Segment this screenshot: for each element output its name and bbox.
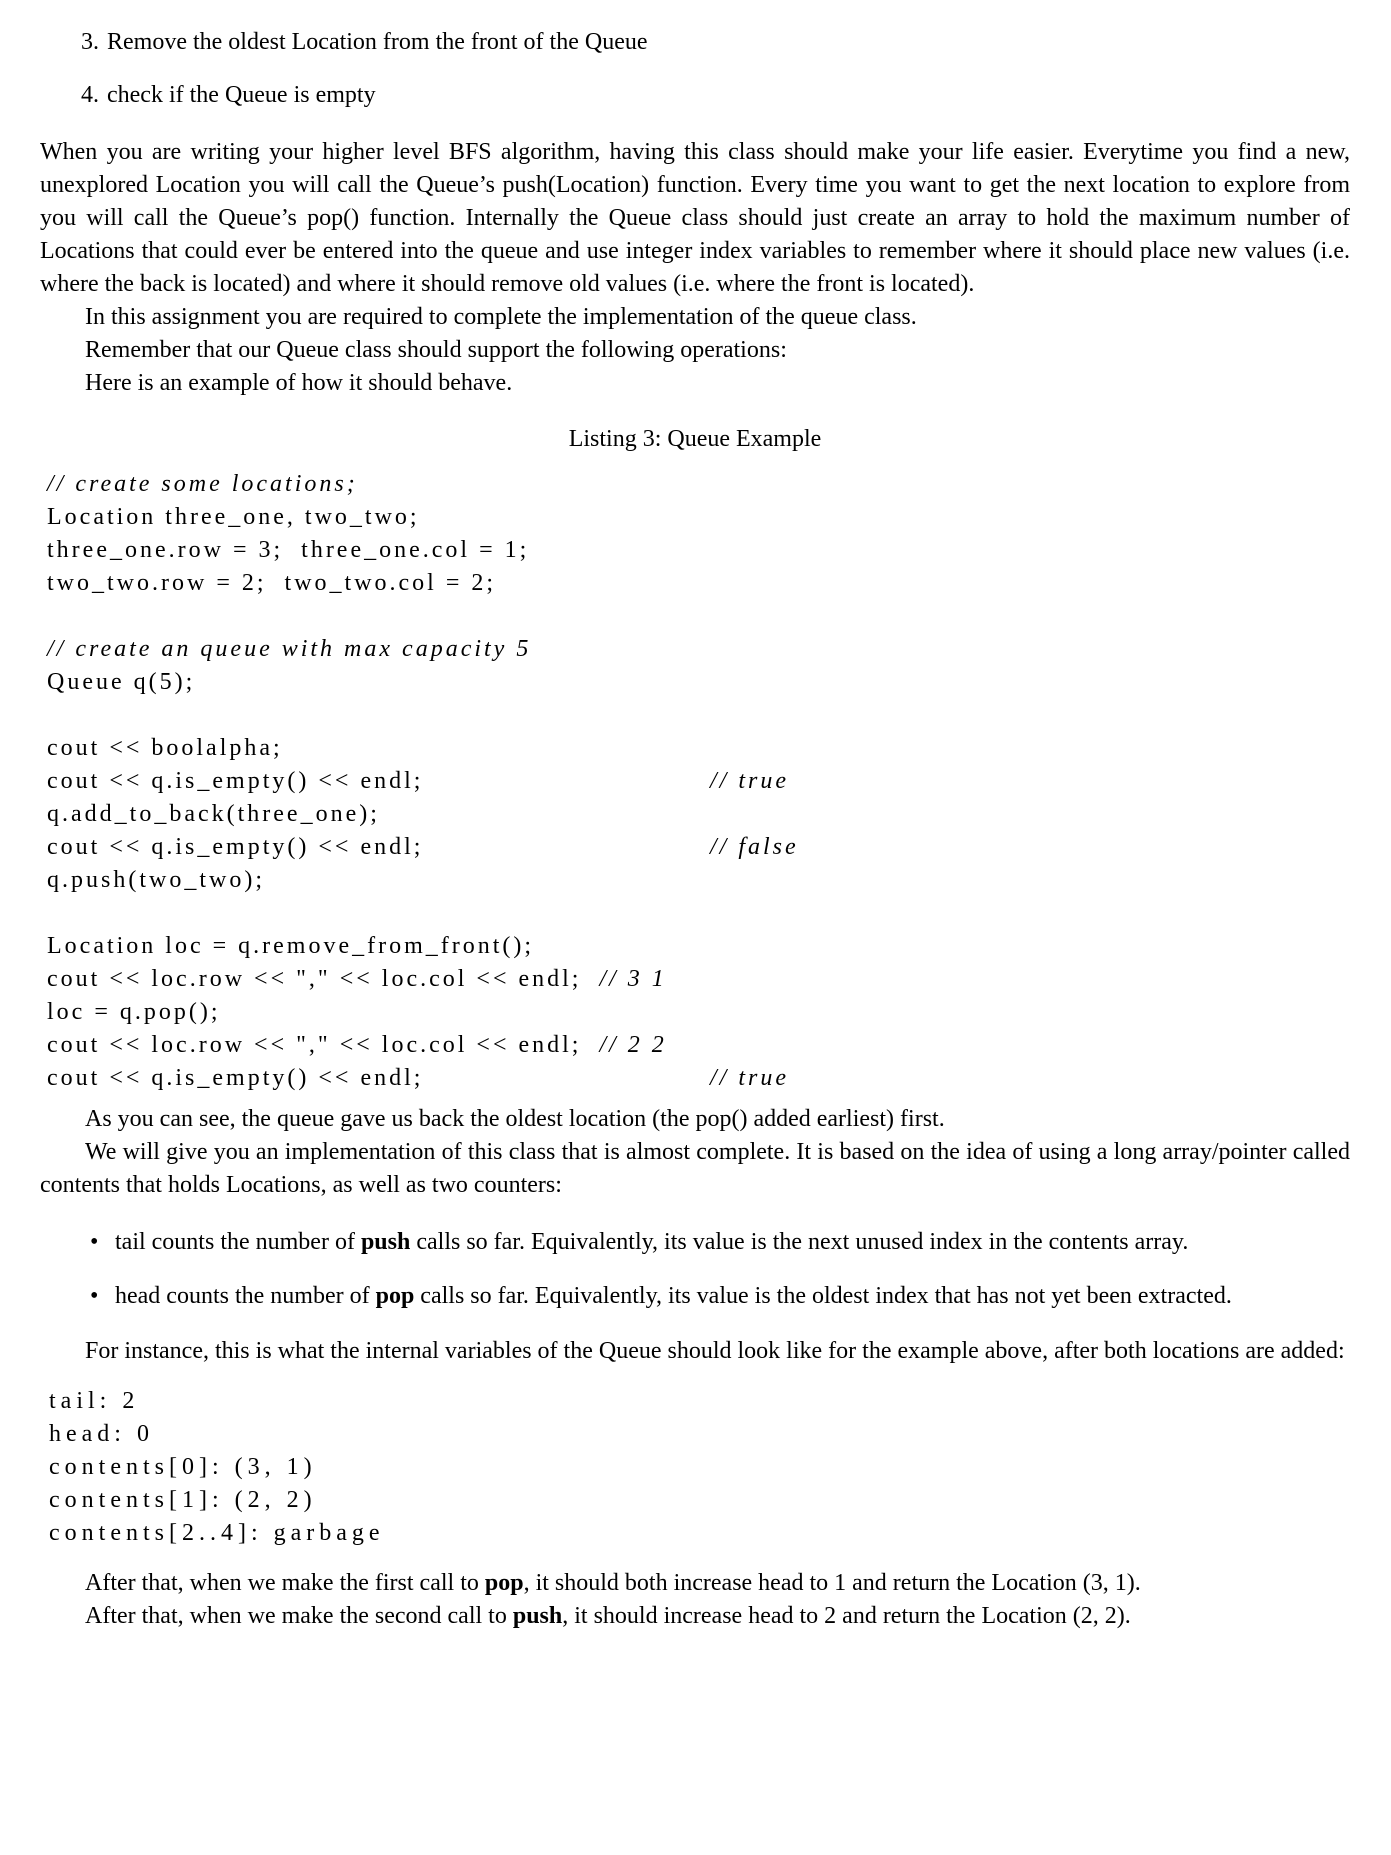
- code-line: [47, 666, 1350, 699]
- code-group: [47, 633, 1350, 699]
- paragraph-after-pop: [40, 1567, 1350, 1600]
- bullet-text: [115, 1229, 1188, 1255]
- state-line: contents[1]: (2, 2): [49, 1487, 317, 1513]
- code-group: [47, 732, 1350, 897]
- paragraph-after-push: [40, 1600, 1350, 1633]
- code-text: cout << boolalpha;: [47, 735, 283, 761]
- text-segment: head counts the number of: [115, 1283, 376, 1309]
- list-item-number: 3.: [81, 29, 99, 55]
- bold-term: pop: [375, 1283, 415, 1309]
- bullet-icon: •: [90, 1229, 99, 1255]
- code-text: two_two.row = 2; two_two.col = 2;: [47, 570, 497, 596]
- text-segment: calls so far. Equivalently, its value is the next unused index in the contents array.: [410, 1229, 1189, 1255]
- bold-term: pop: [484, 1570, 524, 1596]
- code-text: loc = q.pop();: [47, 999, 221, 1025]
- state-line: contents[0]: (3, 1): [49, 1454, 317, 1480]
- bold-term: push: [360, 1229, 411, 1255]
- code-text: Location loc = q.remove_from_front();: [47, 933, 535, 959]
- bullet-icon: •: [90, 1283, 99, 1309]
- code-comment: // true: [710, 1065, 789, 1091]
- code-line: [47, 930, 1350, 963]
- code-line: [47, 765, 1350, 798]
- list-item: [40, 26, 1350, 59]
- code-line: [47, 864, 1350, 897]
- code-text: q.add_to_back(three_one);: [47, 801, 380, 827]
- code-text: Queue q(5);: [47, 669, 196, 695]
- code-line: [47, 831, 1350, 864]
- code-text: Location three_one, two_two;: [47, 504, 420, 530]
- code-text: three_one.row = 3; three_one.col = 1;: [47, 537, 530, 563]
- queue-state-block: [49, 1385, 1350, 1550]
- listing-caption: Listing 3: Queue Example: [568, 426, 822, 452]
- text-segment: , it should increase head to 2 and return the Location (2, 2).: [562, 1603, 1131, 1629]
- code-text: cout << q.is_empty() << endl;: [47, 834, 424, 860]
- text-segment: , it should both increase head to 1 and return the Location (3, 1).: [523, 1570, 1141, 1596]
- code-text: cout << loc.row << "," << loc.col << endl;: [47, 1032, 582, 1058]
- paragraph-example: Here is an example of how it should behave.: [85, 370, 513, 396]
- bullet-item-tail: [40, 1226, 1350, 1259]
- code-comment: // create an queue with max capacity 5: [47, 636, 532, 662]
- code-text: cout << loc.row << "," << loc.col << endl;: [47, 966, 582, 992]
- code-comment: // create some locations;: [47, 471, 358, 497]
- list-item: [40, 79, 1350, 112]
- code-comment: // 3 1: [599, 966, 667, 992]
- paragraph-implementation: We will give you an implementation of this class that is almost complete. It is based on the idea of using a long array/pointer called contents that holds Locations, as well as two counters:: [40, 1139, 1350, 1198]
- list-item-number: 4.: [81, 82, 99, 108]
- list-item-text: check if the Queue is empty: [107, 82, 376, 108]
- code-comment: // 2 2: [599, 1032, 667, 1058]
- code-text: cout << q.is_empty() << endl;: [47, 1065, 424, 1091]
- code-text: cout << q.is_empty() << endl;: [47, 768, 424, 794]
- state-line: tail: 2: [49, 1388, 140, 1414]
- code-line: [47, 534, 1350, 567]
- code-group: [47, 930, 1350, 1095]
- paragraph-assignment: In this assignment you are required to complete the implementation of the queue class.: [85, 304, 917, 330]
- code-group: [47, 468, 1350, 600]
- paragraph-for-instance: For instance, this is what the internal variables of the Queue should look like for the example above, after both locations are added:: [85, 1338, 1345, 1364]
- code-line: [47, 963, 1350, 996]
- bullet-list: [40, 1226, 1350, 1313]
- text-segment: After that, when we make the second call to: [85, 1603, 513, 1629]
- bullet-text: [115, 1283, 1232, 1309]
- text-segment: After that, when we make the first call to: [85, 1570, 485, 1596]
- text-segment: tail counts the number of: [115, 1229, 361, 1255]
- code-text: q.push(two_two);: [47, 867, 265, 893]
- list-item-text: Remove the oldest Location from the front of the Queue: [107, 29, 648, 55]
- code-line: [47, 732, 1350, 765]
- paragraph-intro: When you are writing your higher level BFS algorithm, having this class should make your life easier. Everytime you find a new, unexplored Location you will call the Queue’s push(Location) function. Every time you want to get the next location to explore from you will call the Queue’s pop() function. Internally the Queue class should just create an array to hold the maximum number of Locations that could ever be entered into the queue and use integer index variables to remember where it should place new values (i.e. where the back is located) and where it should remove old values (i.e. where the front is located).: [40, 139, 1350, 297]
- code-line: [47, 996, 1350, 1029]
- code-line: [47, 567, 1350, 600]
- code-line: [47, 1029, 1350, 1062]
- state-line: head: 0: [49, 1421, 154, 1447]
- paragraph-as-you-can-see: As you can see, the queue gave us back the oldest location (the pop() added earliest) first.: [85, 1106, 945, 1132]
- code-listing: [47, 468, 1350, 1095]
- code-line: [47, 798, 1350, 831]
- paragraph-remember: Remember that our Queue class should support the following operations:: [85, 337, 787, 363]
- bullet-item-head: [40, 1280, 1350, 1313]
- state-line: contents[2..4]: garbage: [49, 1520, 385, 1546]
- code-line: [47, 633, 1350, 666]
- code-line: [47, 468, 1350, 501]
- code-comment: // false: [710, 834, 799, 860]
- bold-term: push: [512, 1603, 563, 1629]
- code-comment: // true: [710, 768, 789, 794]
- numbered-list: [40, 26, 1350, 112]
- text-segment: calls so far. Equivalently, its value is the oldest index that has not yet been extracted.: [414, 1283, 1232, 1309]
- code-line: [47, 501, 1350, 534]
- code-line: [47, 1062, 1350, 1095]
